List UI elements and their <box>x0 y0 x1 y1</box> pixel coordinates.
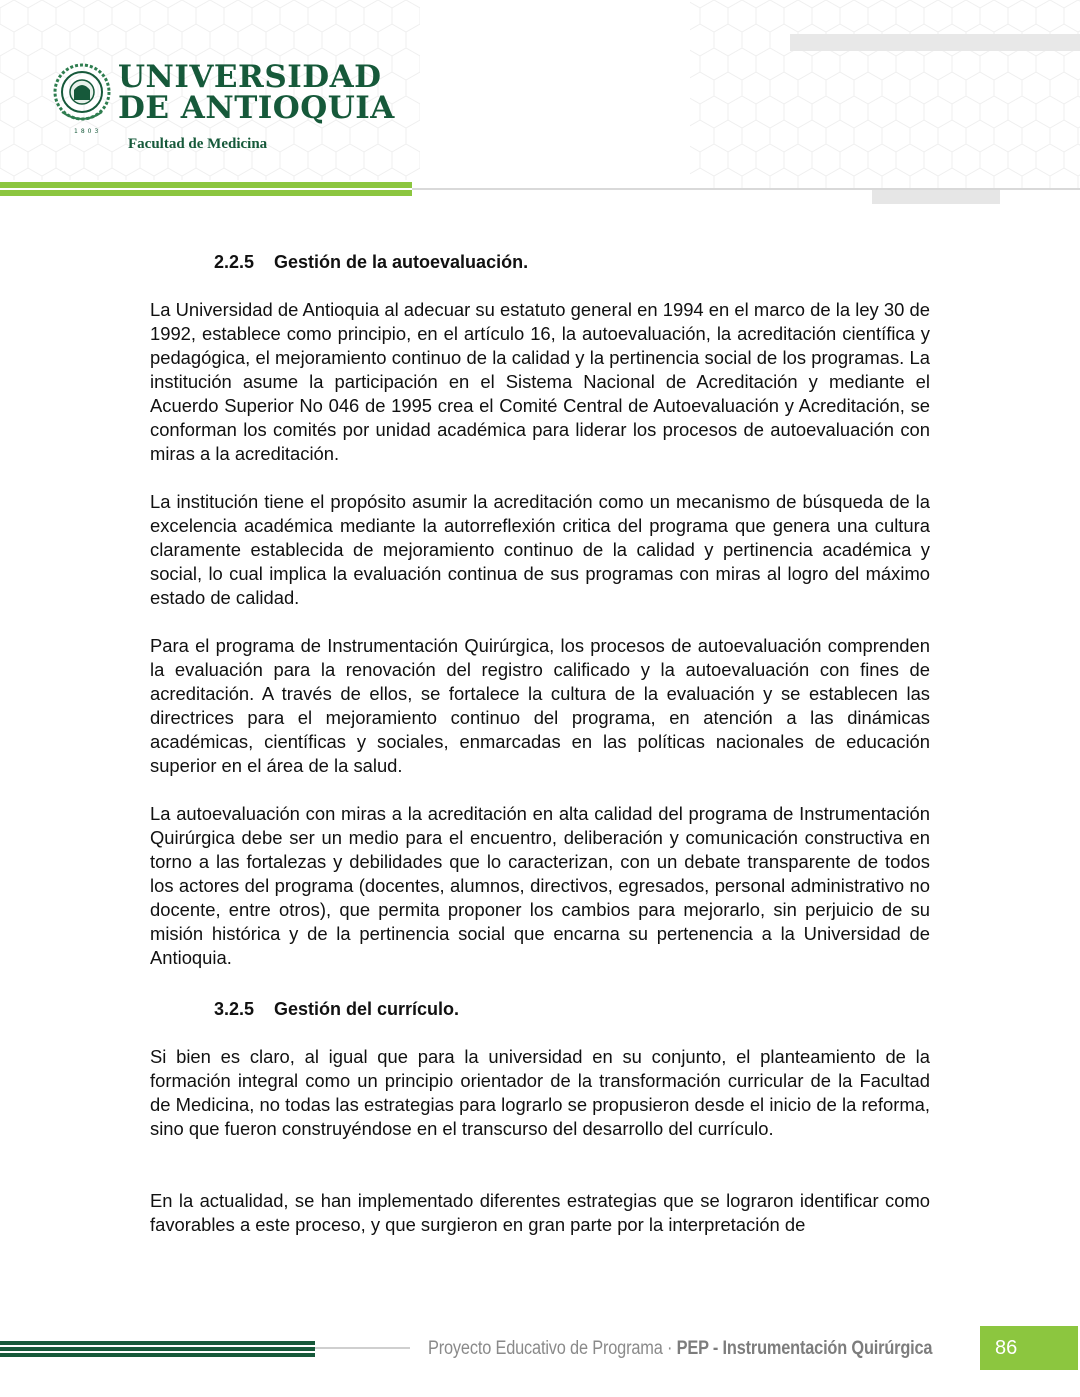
crest-year: 1803 <box>74 128 102 135</box>
university-name-line2: DE ANTIOQUIA <box>118 90 395 126</box>
faculty-name: Facultad de Medicina <box>128 136 268 152</box>
header-green-rule-lower <box>0 190 412 196</box>
footer-title-prefix: Proyecto Educativo de Programa · <box>428 1338 677 1359</box>
paragraph: La Universidad de Antioquia al adecuar su estatuto general en 1994 en el marco de la ley 30 de 1992, establece como principio, en el artículo 16, la autoevaluación, la acreditación científica y pedagógica, el mejoramiento continuo de la calidad y la pertinencia social de los programas. La institución asume la participación en el Sistema Nacional de Acreditación y mediante el Acuerdo Superior No 046 de 1995 crea el Comité Central de Autoevaluación y Acreditación, se conforman los comités por unidad académica para liderar los procesos de autoevaluación con miras a la acreditación. <box>150 299 930 464</box>
header-green-rule <box>0 182 412 188</box>
university-name <box>118 59 395 126</box>
header-gray-band-small <box>872 190 1000 204</box>
paragraph: Si bien es claro, al igual que para la universidad en su conjunto, el planteamiento de la formación integral como un principio orientador de la transformación curricular de la Facultad de Medicina, no todas las estrategias para lograrlo se propusieron desde el inicio de la reforma, sino que fueron construyéndose en el transcurso del desarrollo del currículo. <box>150 1046 930 1139</box>
footer-document-title <box>428 1338 932 1360</box>
page-number: 86 <box>995 1336 1018 1359</box>
paragraph: La autoevaluación con miras a la acreditación en alta calidad del programa de Instrumentación Quirúrgica debe ser un medio para el encuentro, deliberación y comunicación constructiva en torno a las fortalezas y debilidades que lo caracterizan, con un debate transparente de todos los actores del programa (docentes, alumnos, directivos, egresados, personal administrativo no docente, entre otros), que permita proponer los cambios para mejorarlo, sin perjuicio de su misión histórica y de la pertinencia social que encarna su pertenencia a la Universidad de Antioquia. <box>150 803 930 968</box>
section-title: Gestión del currículo. <box>274 999 460 1019</box>
header-gray-band <box>790 34 1080 51</box>
section-number: 2.2.5 <box>214 252 255 272</box>
footer-dark-rule <box>0 1353 315 1357</box>
paragraph: Para el programa de Instrumentación Quirúrgica, los procesos de autoevaluación comprenden la evaluación para la renovación del registro calificado y la autoevaluación con fines de acreditación. A través de ellos, se fortalece la cultura de la evaluación y se establecen las directrices para el mejoramiento continuo del programa, en atención a las dinámicas académicas, científicas y sociales, enmarcadas en las políticas nacionales de educación superior en el área de la salud. <box>150 635 930 776</box>
footer-dark-rule <box>0 1347 315 1351</box>
paragraph: En la actualidad, se han implementado diferentes estrategias que se lograron identificar como favorables a este proceso, y que surgieron en gran parte por la interpretación de <box>150 1190 930 1235</box>
university-name-line1: UNIVERSIDAD <box>118 59 382 95</box>
university-crest-icon <box>52 60 112 130</box>
page-number-badge <box>980 1326 1078 1370</box>
section-heading <box>214 252 528 273</box>
footer-title-bold: PEP - Instrumentación Quirúrgica <box>676 1338 933 1359</box>
footer-dark-rule <box>0 1341 315 1345</box>
section-title: Gestión de la autoevaluación. <box>274 252 529 272</box>
footer-gray-rule <box>315 1347 410 1349</box>
paragraph: La institución tiene el propósito asumir la acreditación como un mecanismo de búsqueda de la excelencia académica mediante la autorreflexión critica del programa que genera una cultura claramente establecida de mejoramiento continuo de la calidad y pertinencia académica y social, lo cual implica la evaluación continua de sus programas con miras al logro del máximo estado de calidad. <box>150 491 930 608</box>
section-number: 3.2.5 <box>214 999 255 1019</box>
section-heading <box>214 999 459 1020</box>
header-gray-rule <box>412 188 1080 190</box>
